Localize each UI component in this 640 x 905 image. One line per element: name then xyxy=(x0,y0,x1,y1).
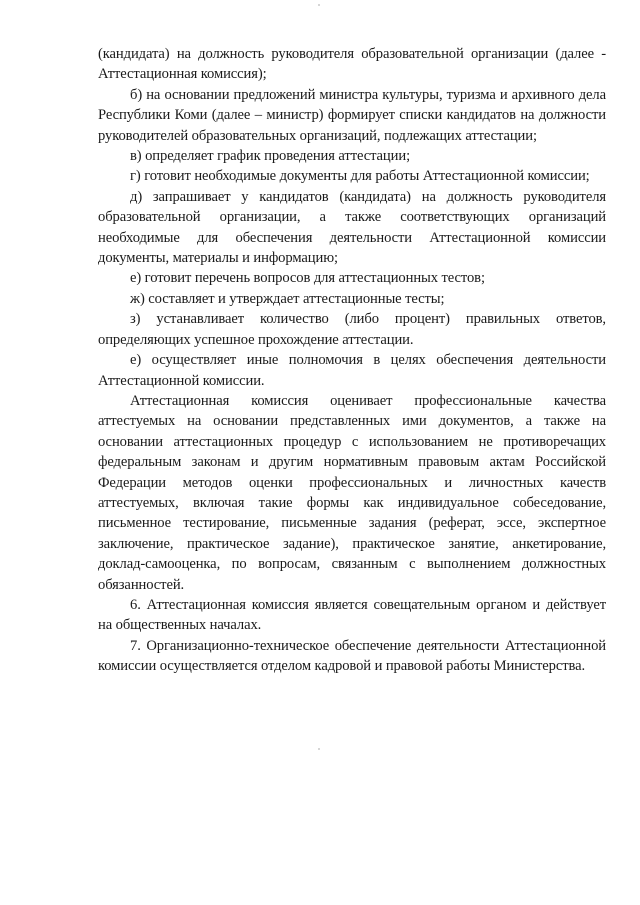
paragraph-item-e2: е) осуществляет иные полномочия в целях обеспечения деятельности Аттестационной комиссии. xyxy=(98,352,606,389)
paragraph-assessment: Аттестационная комиссия оценивает профессиональные качества аттестуемых на основании представленных ими документов, а также на основании аттестационных процедур с использованием не противоречащих федеральным законам и другим нормативным правовым актам Российской Федерации методов оценки профессиональных и личностных качеств аттестуемых, включая такие формы как индивидуальное собеседование, письменное тестирование, письменные задания (реферат, эссе, экспертное заключение, практическое задание), практическое занятие, анкетирование, доклад-самооценка, по вопросам, связанным с выполнением должностных обязанностей. xyxy=(98,392,606,593)
paragraph-section-7: 7. Организационно-техническое обеспечение деятельности Аттестационной комиссии осуществляется отделом кадровой и правовой работы Министерства. xyxy=(98,637,606,675)
paragraph-item-zh: ж) составляет и утверждает аттестационные тесты; xyxy=(130,290,445,307)
paragraph-item-b: б) на основании предложений министра культуры, туризма и архивного дела Республики Коми (далее – министр) формирует списки кандидатов на должности руководителей образовательных организаций, подлежащих аттестации; xyxy=(98,86,606,144)
paragraph-item-d: д) запрашивает у кандидатов (кандидата) на должность руководителя образовательной организации, а также соответствующих организаций необходимые для обеспечения деятельности Аттестационной комиссии документы, материалы и информацию; xyxy=(98,188,606,267)
paragraph-item-e: е) готовит перечень вопросов для аттестационных тестов; xyxy=(130,270,485,287)
paragraph-item-z: з) устанавливает количество (либо процент) правильных ответов, определяющих успешное прохождение аттестации. xyxy=(98,311,606,348)
scan-dot-top xyxy=(318,4,320,6)
paragraph-item-v: в) определяет график проведения аттестации; xyxy=(130,148,411,165)
paragraph-section-6: 6. Аттестационная комиссия является совещательным органом и действует на общественных началах. xyxy=(98,596,606,634)
paragraph-item-g: г) готовит необходимые документы для работы Аттестационной комиссии; xyxy=(130,168,590,185)
paragraph-continuation: (кандидата) на должность руководителя образовательной организации (далее - Аттестационная комиссия); xyxy=(98,46,606,83)
scan-dot-bottom xyxy=(318,748,320,750)
document-body xyxy=(98,44,606,677)
